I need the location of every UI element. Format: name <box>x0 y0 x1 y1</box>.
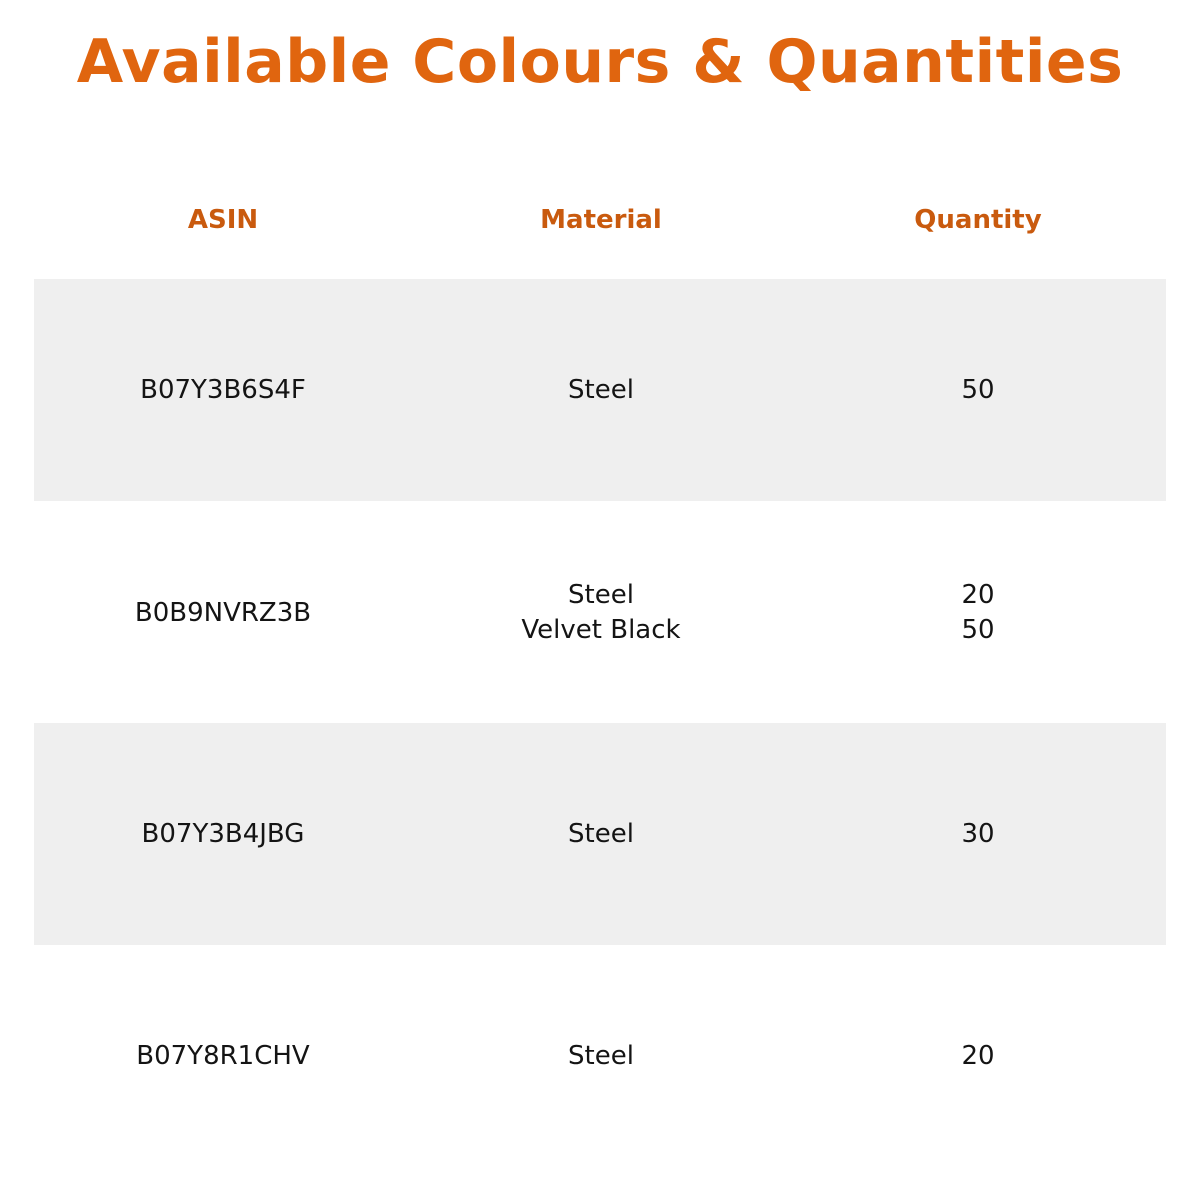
material-value: Steel <box>568 580 634 610</box>
asin-value: B07Y3B4JBG <box>141 818 305 849</box>
table-header <box>34 195 1166 245</box>
header-asin: ASIN <box>187 205 259 235</box>
table-row <box>34 723 1166 945</box>
quantity-value: 50 <box>961 375 995 405</box>
asin-cell <box>34 945 412 1167</box>
quantity-value: 20 <box>961 1040 995 1071</box>
asin-cell <box>34 279 412 501</box>
page-title: Available Colours & Quantities <box>76 27 1124 97</box>
material-cell <box>412 279 790 501</box>
material-value: Steel <box>568 818 634 849</box>
asin-cell <box>34 723 412 945</box>
material-cell <box>412 945 790 1167</box>
material-value: Velvet Black <box>521 615 681 645</box>
asin-value: B07Y3B6S4F <box>140 375 306 405</box>
asin-cell <box>34 501 412 723</box>
material-cell <box>412 501 790 723</box>
material-value: Steel <box>568 1040 634 1071</box>
asin-value: B07Y8R1CHV <box>136 1040 310 1071</box>
product-table <box>34 279 1166 1167</box>
table-row <box>34 945 1166 1167</box>
header-quantity: Quantity <box>914 205 1042 235</box>
table-row <box>34 279 1166 501</box>
quantity-value: 50 <box>961 615 995 645</box>
material-value: Steel <box>568 375 634 405</box>
material-cell <box>412 723 790 945</box>
quantity-value: 20 <box>961 580 995 610</box>
quantity-cell <box>790 945 1166 1167</box>
asin-value: B0B9NVRZ3B <box>134 597 312 628</box>
table-row <box>34 501 1166 723</box>
quantity-value: 30 <box>961 818 995 849</box>
quantity-cell <box>790 723 1166 945</box>
header-material: Material <box>540 205 662 235</box>
quantity-cell <box>790 501 1166 723</box>
quantity-cell <box>790 279 1166 501</box>
